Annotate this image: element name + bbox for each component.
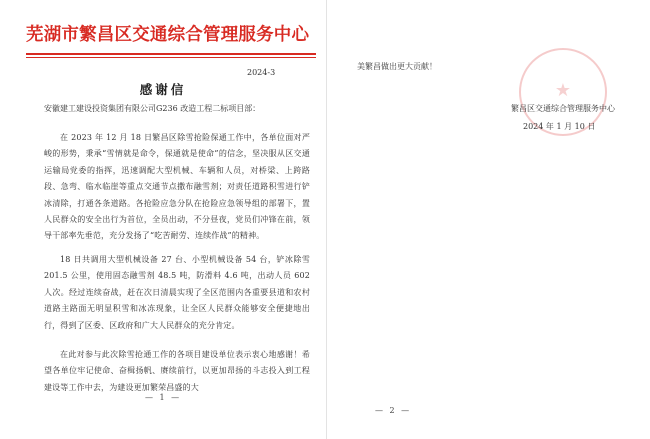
letterhead-rule-thin (26, 57, 316, 58)
seal-star-icon: ★ (554, 80, 572, 101)
page-number-2: — 2 — (375, 406, 412, 415)
document-number: 2024-3 (247, 68, 276, 77)
signature-date: 2024 年 1 月 10 日 (523, 122, 596, 131)
body-paragraph-3: 在此对参与此次除雪抢通工作的各项目建设单位表示衷心地感谢！希望各单位牢记使命、奋楫扬帆、赓续前行，以更加昂扬的斗志投入到工程建设等工作中去，为建设更加繁荣昌盛的大 (44, 350, 310, 392)
page-number-1: — 1 — (145, 393, 182, 402)
letterhead-title: 芜湖市繁昌区交通综合管理服务中心 (26, 25, 310, 45)
letterhead-rule-thick (26, 53, 316, 55)
addressee: 安徽建工建设投资集团有限公司G236 改造工程二标项目部： (44, 104, 261, 113)
continuation-text: 美繁昌做出更大贡献！ (357, 62, 437, 71)
page-2 (327, 0, 650, 439)
signature-organization: 繁昌区交通综合管理服务中心 (511, 104, 615, 113)
body-paragraph-2: 18 日共调用大型机械设备 27 台、小型机械设备 54 台，铲冰除雪 201.5 公里，使用固态融雪剂 48.5 吨，防滑料 4.6 吨，出动人员 602 人次。经过连续奋战，赶在次日清晨实现了全区范围内各重要县道和农村道路主路面无明显积雪和冰冻现象，让全区人民群众能够安全便捷地出行，得到了区委、区政府和广大人民群众的充分肯定。 (44, 255, 310, 330)
body-paragraph-1: 在 2023 年 12 月 18 日繁昌区除雪抢险保通工作中，各单位面对严峻的形势，秉承“雪情就是命令，保通就是使命”的信念，坚决服从区交通运输局党委的指挥，迅速调配大型机械、车辆和人员，对桥梁、上跨路段、急弯、临水临崖等重点交通节点撒布融雪剂；对责任道路积雪进行铲冰清除，打通各条道路。各抢险应急分队在抢险应急领导组的部署下，置人民群众的安全出行为首位，全员出动，不分昼夜，党员们冲锋在前，领导干部率先垂范，充分发扬了“吃苦耐劳、连续作战”的精神。 (44, 133, 310, 241)
letter-title: 感谢信 (139, 82, 187, 97)
